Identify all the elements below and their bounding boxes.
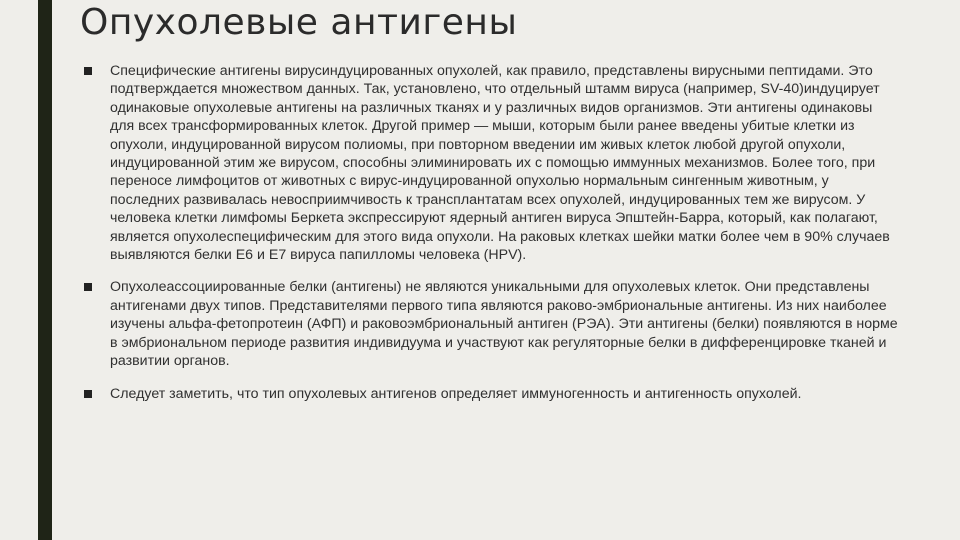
square-bullet-icon [84,67,92,75]
bullet-text: Опухолеассоциированные белки (антигены) не являются уникальными для опухолевых клеток. Они представлены антигенами двух типов. Представителями первого типа являются раково-эмбриональные антигены. Из них наиболее изучены альфа-фетопротеин (АФП) и раковоэмбриональный антиген (РЭА). Эти антигены (белки) появляются в норме в эмбриональном периоде развития индивидуума и участвуют как регуляторные белки в дифференцировке тканей и развитии органов. [110,279,898,370]
bullet-item-associated-antigens [78,278,898,370]
bullet-item-conclusion [78,385,898,403]
square-bullet-icon [84,390,92,398]
bullet-item-specific-antigens [78,62,898,264]
accent-side-bar [38,0,52,540]
bullet-list [78,62,898,403]
square-bullet-icon [84,283,92,291]
slide-title: Опухолевые антигены [80,2,518,43]
bullet-text: Специфические антигены вирусиндуцированных опухолей, как правило, представлены вирусными пептидами. Это подтверждается множеством данных. Так, установлено, что отдельный штамм вируса (например, SV-40)индуцирует одинаковые опухолевые антигены на различных тканях и у различных видов организмов. Эти антигены одинаковы для всех трансформированных клеток. Другой пример — мыши, которым были ранее введены убитые клетки из опухоли, индуцированной вирусом полиомы, при повторном введении им живых клеток любой другой опухоли, индуцированной этим же вирусом, способны элиминировать их с помощью иммунных механизмов. Более того, при переносе лимфоцитов от животных с вирус-индуцированной опухолью нормальным сингенным животным, у последних развивалась невосприимчивость к трансплантатам всех опухолей, индуцированных тем же вирусом. У человека клетки лимфомы Беркета экспрессируют ядерный антиген вируса Эпштейн-Барра, который, как полагают, является опухолеспецифическим для этого вида опухоли. На раковых клетках шейки матки более чем в 90% случаев выявляются белки Е6 и Е7 вируса папилломы человека (HPV). [110,63,890,264]
bullet-text: Следует заметить, что тип опухолевых антигенов определяет иммуногенность и антигенность опухолей. [110,385,802,402]
